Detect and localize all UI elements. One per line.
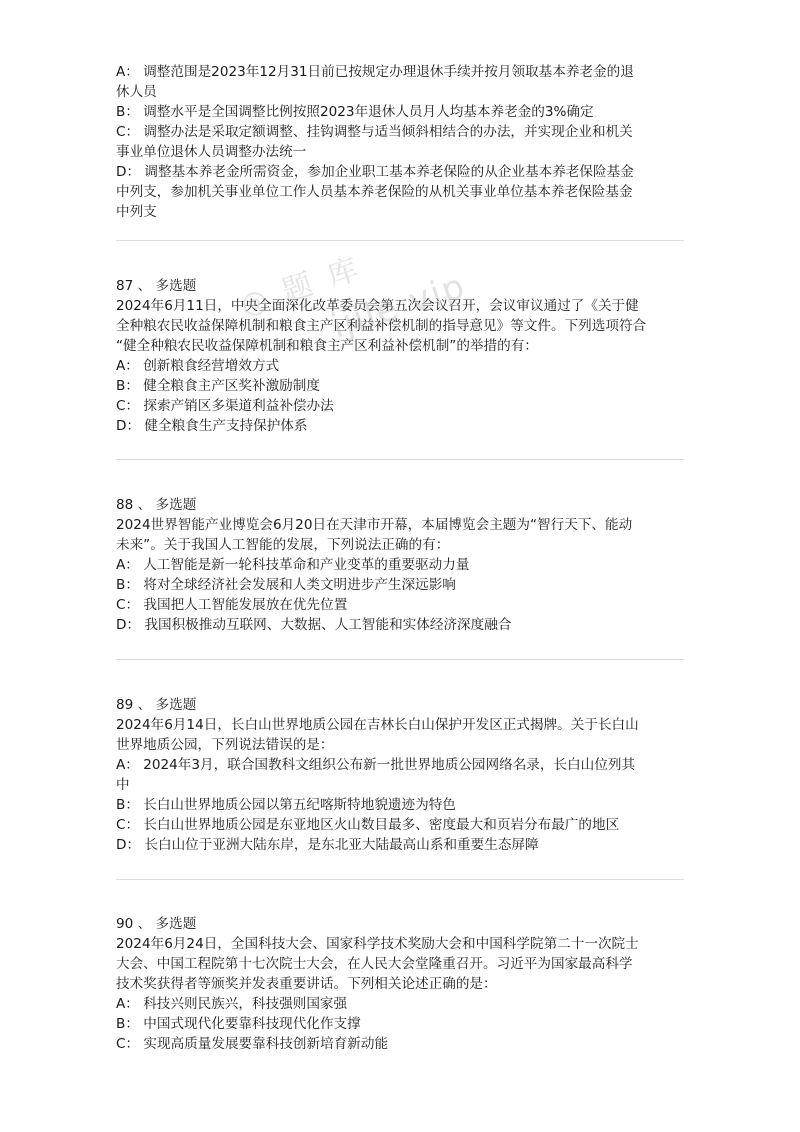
question-stem bbox=[116, 296, 688, 356]
stem-line: 2024世界智能产业博览会6月20日在天津市开幕，本届博览会主题为“智行天下、能动 bbox=[116, 517, 633, 533]
prev-option-a[interactable] bbox=[116, 62, 688, 102]
option-d[interactable]: D： 我国积极推动互联网、大数据、人工智能和实体经济深度融合 bbox=[116, 617, 512, 633]
question-stem bbox=[116, 715, 688, 755]
question-divider bbox=[116, 659, 684, 660]
question-header: 90 、 多选题 bbox=[116, 916, 197, 932]
stem-line: 世界地质公园，下列说法错误的是： bbox=[116, 737, 334, 753]
option-a[interactable]: A： 科技兴则民族兴，科技强则国家强 bbox=[116, 996, 348, 1012]
prev-option-b[interactable] bbox=[116, 102, 688, 122]
stem-line: 2024年6月11日，中央全面深化改革委员会第五次会议召开，会议审议通过了《关于健 bbox=[116, 298, 639, 314]
option-d[interactable]: D： 健全粮食生产支持保护体系 bbox=[116, 418, 308, 434]
question-divider bbox=[116, 240, 684, 241]
question-87 bbox=[116, 265, 688, 436]
prev-option-c[interactable] bbox=[116, 122, 688, 162]
option-b[interactable]: B： 中国式现代化要靠科技现代化作支撑 bbox=[116, 1016, 361, 1032]
option-line: 中列支 bbox=[116, 204, 157, 220]
watermark-mark-icon: ijile vip bbox=[326, 265, 471, 347]
question-header: 88 、 多选题 bbox=[116, 497, 197, 513]
stem-line: 2024年6月14日，长白山世界地质公园在吉林长白山保护开发区正式揭牌。关于长白山 bbox=[116, 717, 639, 733]
prev-question-options bbox=[116, 62, 688, 222]
option-line: B： 调整水平是全国调整比例按照2023年退休人员月人均基本养老金的3%确定 bbox=[116, 104, 594, 120]
question-divider bbox=[116, 459, 684, 460]
watermark-logo-icon: ◎ 题 库 bbox=[236, 250, 367, 323]
option-c[interactable]: C： 实现高质量发展要靠科技创新培育新动能 bbox=[116, 1036, 389, 1052]
option-c[interactable]: C： 探索产销区多渠道利益补偿办法 bbox=[116, 398, 334, 414]
option-line: C： 调整办法是采取定额调整、挂钩调整与适当倾斜相结合的办法，并实现企业和机关 bbox=[116, 124, 633, 140]
option-c[interactable]: C： 我国把人工智能发展放在优先位置 bbox=[116, 597, 348, 613]
question-stem bbox=[116, 515, 688, 555]
option-b[interactable]: B： 将对全球经济社会发展和人类文明进步产生深远影响 bbox=[116, 577, 456, 593]
option-line: D： 调整基本养老金所需资金，参加企业职工基本养老保险的从企业基本养老保险基金 bbox=[116, 164, 634, 180]
option-line: A： 2024年3月，联合国教科文组织公布新一批世界地质公园网络名录，长白山位列其 bbox=[116, 757, 636, 773]
option-b[interactable]: B： 长白山世界地质公园以第五纪喀斯特地貌遗迹为特色 bbox=[116, 797, 456, 813]
stem-line: “健全种粮农民收益保障机制和粮食主产区利益补偿机制”的举措的有： bbox=[116, 338, 538, 354]
option-line: A： 调整范围是2023年12月31日前已按规定办理退休手续并按月领取基本养老金的退 bbox=[116, 64, 634, 80]
option-line: 休人员 bbox=[116, 84, 157, 100]
question-divider bbox=[116, 879, 684, 880]
question-88 bbox=[116, 495, 688, 635]
option-d[interactable]: D： 长白山位于亚洲大陆东岸，是东北亚大陆最高山系和重要生态屏障 bbox=[116, 837, 539, 853]
question-90 bbox=[116, 914, 688, 1054]
stem-line: 全种粮农民收益保障机制和粮食主产区利益补偿机制的指导意见》等文件。下列选项符合 bbox=[116, 318, 647, 334]
option-line: 中 bbox=[116, 777, 130, 793]
question-header: 89 、 多选题 bbox=[116, 697, 197, 713]
question-header: 87 、 多选题 bbox=[116, 278, 197, 294]
question-stem bbox=[116, 934, 688, 994]
prev-option-d[interactable] bbox=[116, 162, 688, 222]
question-89 bbox=[116, 695, 688, 855]
option-b[interactable]: B： 健全粮食主产区奖补激励制度 bbox=[116, 378, 320, 394]
option-a[interactable]: A： 创新粮食经营增效方式 bbox=[116, 358, 280, 374]
stem-line: 2024年6月24日，全国科技大会、国家科学技术奖励大会和中国科学院第二十一次院士 bbox=[116, 936, 639, 952]
option-a[interactable]: A： 人工智能是新一轮科技革命和产业变革的重要驱动力量 bbox=[116, 557, 470, 573]
stem-line: 大会、中国工程院第十七次院士大会，在人民大会堂隆重召开。习近平为国家最高科学 bbox=[116, 956, 633, 972]
option-c[interactable]: C： 长白山世界地质公园是东亚地区火山数目最多、密度最大和页岩分布最广的地区 bbox=[116, 817, 620, 833]
option-line: 中列支，参加机关事业单位工作人员基本养老保险的从机关事业单位基本养老保险基金 bbox=[116, 184, 633, 200]
stem-line: 技术奖获得者等颁奖并发表重要讲话。下列相关论述正确的是： bbox=[116, 976, 497, 992]
option-a[interactable] bbox=[116, 755, 688, 795]
option-line: 事业单位退休人员调整办法统一 bbox=[116, 144, 307, 160]
stem-line: 未来”。关于我国人工智能的发展，下列说法正确的有： bbox=[116, 537, 450, 553]
